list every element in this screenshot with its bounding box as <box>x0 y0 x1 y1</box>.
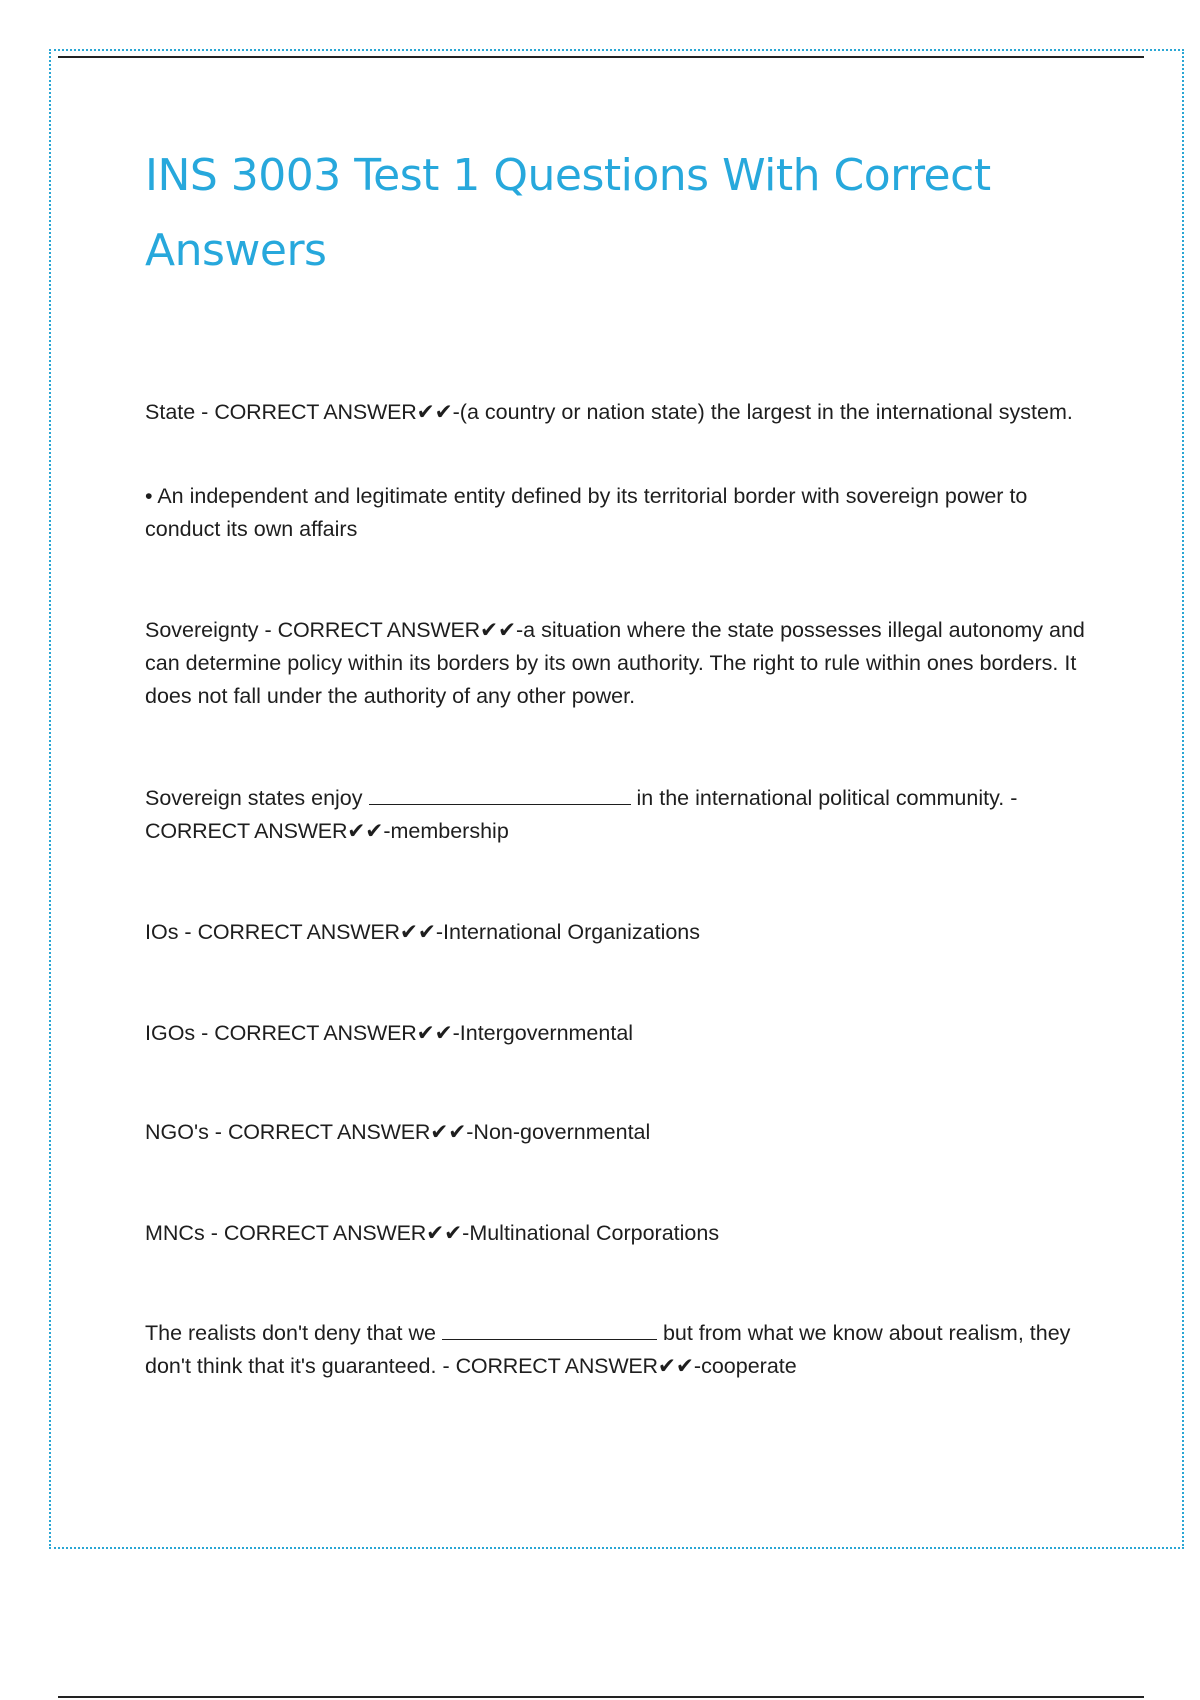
qa-item-mncs: MNCs - CORRECT ANSWER✔✔-Multinational Corporations <box>145 1221 720 1245</box>
qa-term: Sovereignty <box>145 618 259 642</box>
answer-label: CORRECT ANSWER <box>214 400 417 424</box>
check-marks: ✔✔ <box>479 618 516 642</box>
footer-rule <box>58 1696 1144 1698</box>
qa-question-after: in the international political community. <box>636 786 1005 810</box>
qa-answer: cooperate <box>701 1354 797 1378</box>
qa-question-before: The realists don't deny that we <box>145 1321 436 1345</box>
qa-answer: Intergovernmental <box>459 1021 634 1045</box>
qa-question-before: Sovereign states enjoy <box>145 786 363 810</box>
answer-label: CORRECT ANSWER <box>223 1221 427 1245</box>
check-marks: ✔✔ <box>399 920 436 944</box>
qa-term: IOs <box>145 920 179 944</box>
qa-question-after: but from what we know about realism, they don't think that it's guaranteed. <box>145 1321 1071 1378</box>
check-marks: ✔✔ <box>430 1120 467 1144</box>
answer-label: CORRECT ANSWER <box>455 1354 658 1378</box>
qa-item-ios: IOs - CORRECT ANSWER✔✔-International Organizations <box>145 920 701 944</box>
document-title: INS 3003 Test 1 Questions With Correct Answers <box>145 150 991 276</box>
qa-item-membership: Sovereign states enjoy in the international political community. - CORRECT ANSWER✔✔-membership <box>145 786 1018 843</box>
answer-label: CORRECT ANSWER <box>227 1120 431 1144</box>
fill-in-blank <box>369 784 631 805</box>
qa-answer: a situation where the state possesses illegal autonomy and can determine policy within its borders by its own authority. The right to rule within ones borders. It does not fall under the authority of any other power. <box>145 618 1085 708</box>
answer-label: CORRECT ANSWER <box>145 819 348 843</box>
answer-label: CORRECT ANSWER <box>214 1021 417 1045</box>
check-marks: ✔✔ <box>657 1354 694 1378</box>
qa-item-sovereignty: Sovereignty - CORRECT ANSWER✔✔-a situation where the state possesses illegal autonomy and can determine policy within its borders by its own authority. The right to rule within ones borders. It does not fall under the authority of any other power. <box>145 618 1085 708</box>
qa-answer: Multinational Corporations <box>469 1221 720 1245</box>
qa-answer: membership <box>390 819 509 843</box>
qa-item-state: State - CORRECT ANSWER✔✔-(a country or nation state) the largest in the international system. <box>145 400 1073 424</box>
check-marks: ✔✔ <box>426 1221 463 1245</box>
qa-item-igos: IGOs - CORRECT ANSWER✔✔-Intergovernmental <box>145 1021 634 1045</box>
fill-in-blank <box>442 1319 657 1340</box>
qa-term: NGO's <box>145 1120 209 1144</box>
check-marks: ✔✔ <box>347 819 384 843</box>
check-marks: ✔✔ <box>416 1021 453 1045</box>
check-marks: ✔✔ <box>416 400 453 424</box>
qa-item-cooperate: The realists don't deny that we but from what we know about realism, they don't think that it's guaranteed. - CORRECT ANSWER✔✔-cooperate <box>145 1321 1071 1378</box>
qa-item-ngos: NGO's - CORRECT ANSWER✔✔-Non-governmental <box>145 1120 651 1144</box>
answer-label: CORRECT ANSWER <box>197 920 400 944</box>
answer-label: CORRECT ANSWER <box>277 618 480 642</box>
qa-bullet: • An independent and legitimate entity defined by its territorial border with sovereign power to conduct its own affairs <box>145 484 1028 541</box>
qa-term: IGOs <box>145 1021 196 1045</box>
qa-term: MNCs <box>145 1221 205 1245</box>
qa-answer: International Organizations <box>443 920 701 944</box>
qa-term: State <box>145 400 196 424</box>
qa-answer: Non-governmental <box>473 1120 651 1144</box>
header-rule <box>58 56 1144 58</box>
qa-answer: (a country or nation state) the largest in the international system. <box>459 400 1073 424</box>
